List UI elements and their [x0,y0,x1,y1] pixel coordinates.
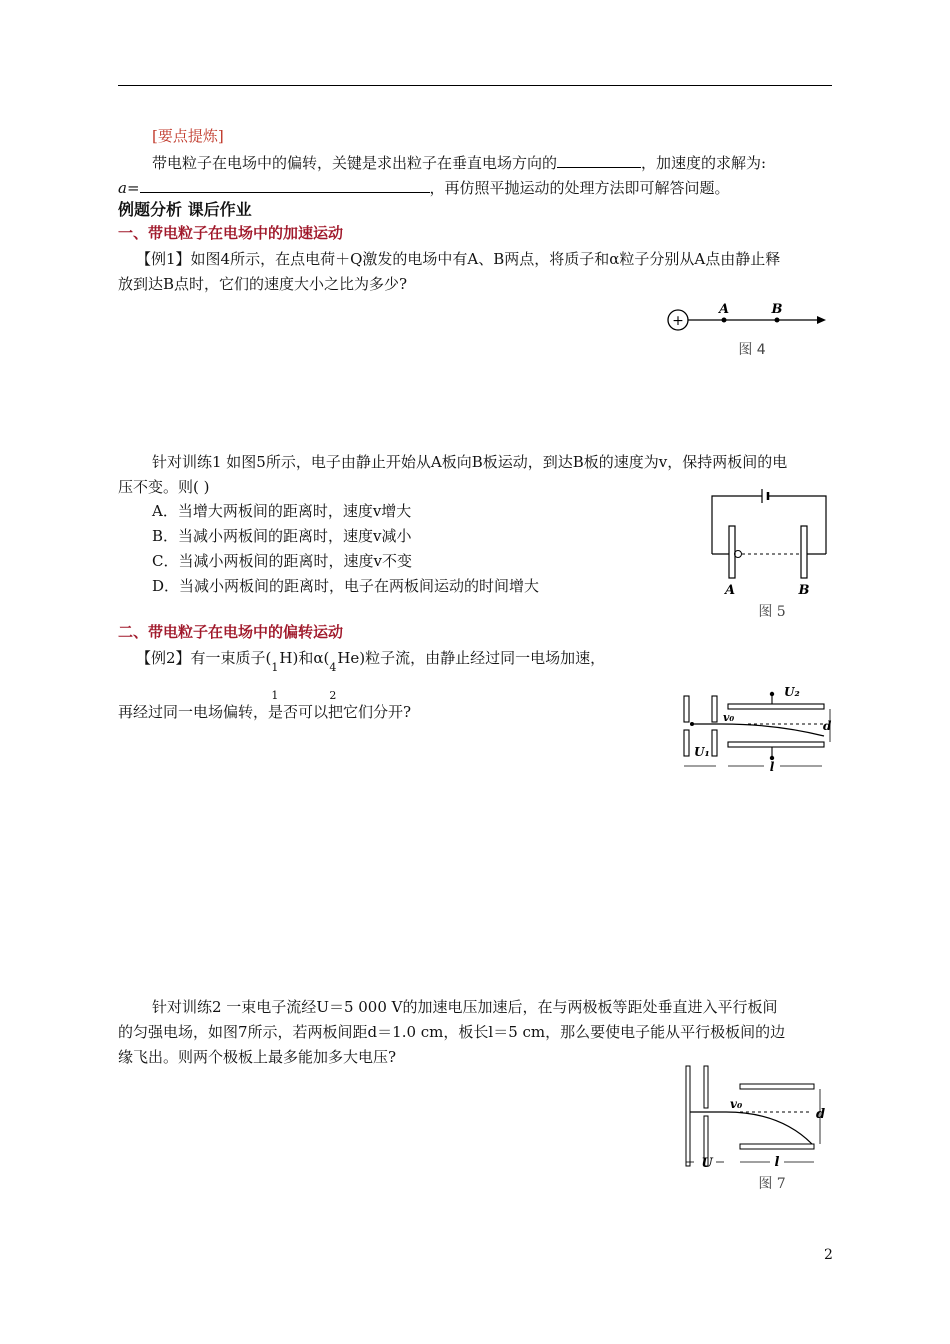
example1-line1: 【例1】如图4所示，在点电荷＋Q激发的电场中有A、B两点，将质子和α粒子分别从A点由静止释 [136,250,781,268]
v0-label: v₀ [723,711,735,724]
accel-plate-1-bottom [684,730,689,756]
plate-b-label: B [798,583,810,598]
section-title: 例题分析 课后作业 [118,200,252,219]
cathode-plate [686,1066,690,1166]
accel-plate-2-top [712,696,717,722]
figure-7-caption: 图 7 [758,1176,786,1192]
option-d: D．当减小两板间的距离时，电子在两板间运动的时间增大 [152,577,540,595]
figure-7 [680,1060,840,1196]
training2-line3: 缘飞出。则两个极板上最多能加多大电压? [118,1048,397,1066]
deflected-path [722,724,824,736]
label-b: B [771,302,783,317]
isotope-he-mass: 4 [329,661,337,674]
point-a-dot [722,318,727,323]
figure-4 [660,296,840,366]
answer-blank-1[interactable] [557,151,641,168]
label-a: A [718,302,730,317]
figure-5 [700,484,840,624]
v0-label: v₀ [730,1097,743,1111]
circuit-wire-right [768,496,826,554]
example1-line2: 放到达B点时，它们的速度大小之比为多少? [118,275,408,293]
l-label: l [769,760,775,774]
arrow-head-icon [817,316,826,324]
option-c: C．当减小两板间的距离时，速度v不变 [152,552,412,570]
key-points-heading: [要点提炼] [152,127,224,145]
figure-4-caption: 图 4 [738,342,766,358]
point-b-dot [775,318,780,323]
isotope-h-mass: 1 [271,661,279,674]
deflect-plate-top [728,704,824,709]
training2-line1: 针对训练2 一束电子流经U＝5 000 V的加速电压加速后，在与两极板等距处垂直进入平行板间 [152,998,778,1016]
u2-label: U₂ [784,685,800,699]
figure-5-caption: 图 5 [758,604,786,620]
key-points-line1-suffix: ，加速度的求解为: [641,154,767,172]
deflect-plate-top [740,1084,814,1089]
anode-plate-top [704,1066,708,1108]
accel-plate-1-top [684,696,689,722]
plate-a-label: A [724,583,736,598]
example2-line2: 再经过同一电场偏转，是否可以把它们分开? [118,703,412,721]
training2-line2: 的匀强电场，如图7所示，若两板间距d＝1.0 cm，板长l＝5 cm，那么要使电子能从平行极板间的边 [118,1023,786,1041]
example2-text-a: 【例2】有一束质子( [136,649,272,667]
accel-symbol: a= [118,179,140,197]
u1-label: U₁ [694,745,710,759]
d-label: d [816,1107,826,1122]
example2-text-b: H)和α( [279,649,330,667]
deflect-plate-bottom [728,742,824,747]
key-points-line2-suffix: ，再仿照平抛运动的处理方法即可解答问题。 [429,179,730,197]
key-points-line1-text: 带电粒子在电场中的偏转，关键是求出粒子在垂直电场方向的 [152,154,558,172]
page-number: 2 [824,1247,833,1263]
key-points-line2 [118,176,730,199]
source-dot [690,722,694,726]
option-b: B．当减小两板间的距离时，速度v减小 [152,527,412,545]
header-rule [118,85,832,86]
example2-text-c: He)粒子流，由静止经过同一电场加速， [337,649,606,667]
training1-line2: 压不变。则( ) [118,478,210,496]
deflected-path [726,1112,812,1144]
plate-a [729,526,735,578]
accel-plate-2-bottom [712,730,717,756]
circuit-wire-left [712,496,762,554]
isotope-h-number: 1 [271,689,279,702]
plate-b [801,526,807,578]
u-label: U [701,1156,713,1171]
answer-blank-2[interactable] [140,176,430,193]
part1-title: 一、带电粒子在电场中的加速运动 [118,224,344,242]
d-label: d [823,719,832,733]
deflect-plate-bottom [740,1144,814,1149]
figure-6 [676,682,836,774]
l-label: l [774,1155,780,1170]
key-points-line1 [152,151,766,174]
part2-title: 二、带电粒子在电场中的偏转运动 [118,623,344,641]
option-a: A．当增大两板间的距离时，速度v增大 [152,502,412,520]
isotope-he-number: 2 [329,689,337,702]
u2-terminal [770,692,774,696]
example2-line1 [136,647,606,702]
training1-line1: 针对训练1 如图5所示，电子由静止开始从A板向B板运动，到达B板的速度为v，保持两板间的电 [152,453,788,471]
plus-sign: + [672,313,684,329]
